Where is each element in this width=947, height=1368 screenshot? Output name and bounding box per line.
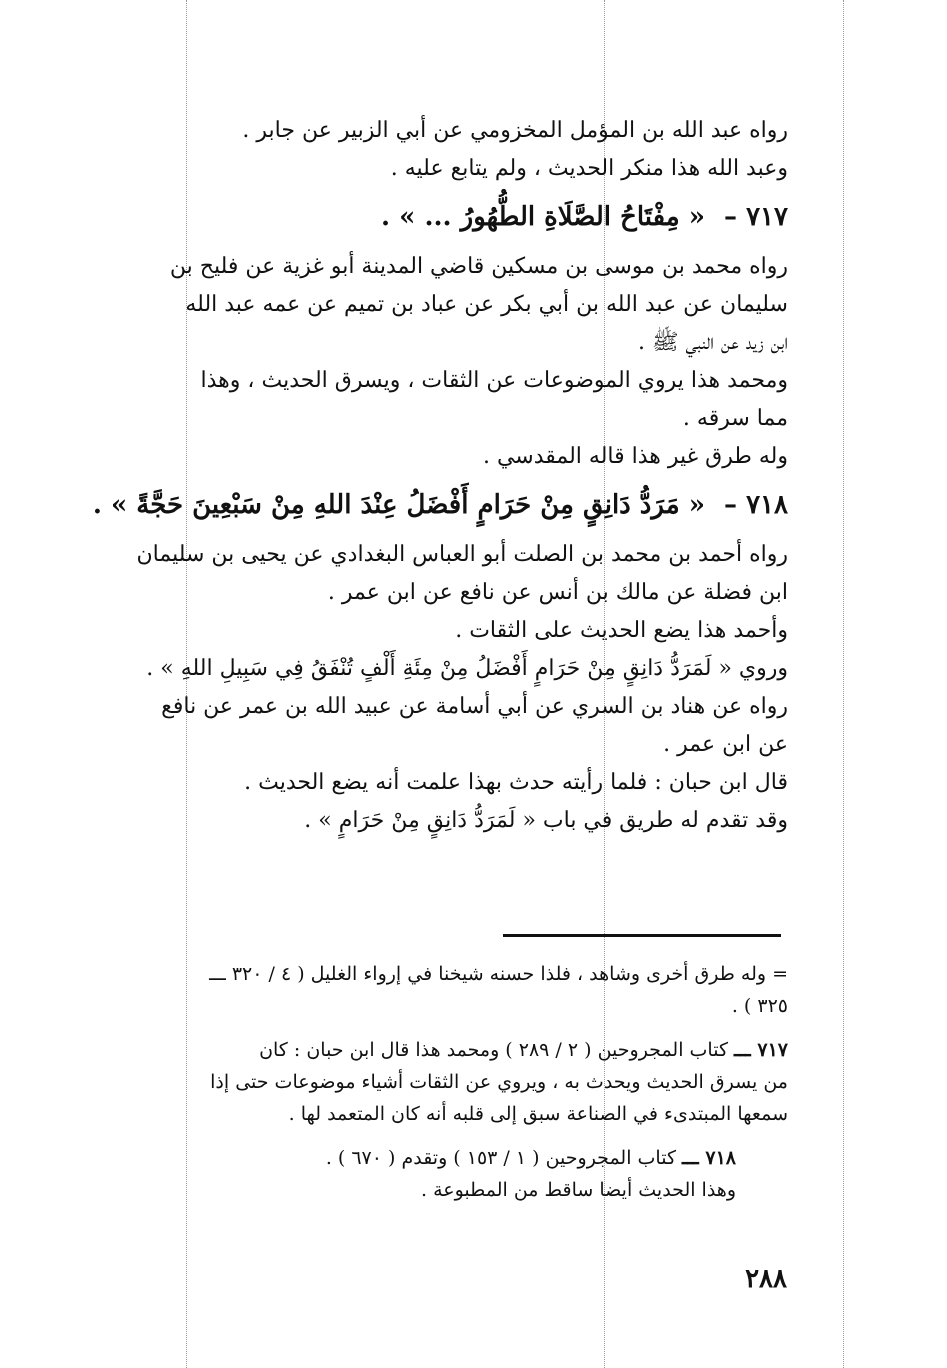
- text-line: عن ابن عمر .: [663, 732, 788, 757]
- hadith-title: « مَرَدُّ دَانِقٍ مِنْ حَرَامٍ أَفْضَلُ عِنْدَ اللهِ مِنْ سَبْعِينَ حَجَّةً » .: [92, 490, 705, 520]
- text-line: رواه عبد الله بن المؤمل المخزومي عن أبي الزبير عن جابر .: [242, 118, 788, 143]
- footnotes: [108, 958, 788, 1218]
- footnote-line: = وله طرق أخرى وشاهد ، فلذا حسنه شيخنا في إرواء الغليل ( ٤ / ٣٢٠ ـــ: [209, 963, 788, 985]
- footnote-continuation: [108, 958, 788, 1022]
- text-line: وأحمد هذا يضع الحديث على الثقات .: [455, 618, 788, 643]
- scan-fold-line: [843, 0, 844, 1368]
- footnote-line: سمعها المبتدىء في الصناعة سبق إلى قلبه أنه كان المتعمد لها .: [288, 1103, 788, 1125]
- page-number: ٢٨٨: [745, 1264, 787, 1294]
- footnote-number: ٧١٨ ـــ: [682, 1147, 736, 1169]
- text-line: سليمان عن عبد الله بن أبي بكر عن عباد بن تميم عن عمه عبد الله: [185, 292, 788, 317]
- footnote-line: من يسرق الحديث ويحدث به ، ويروي عن الثقات أشياء موضوعات حتى إذا: [210, 1071, 788, 1093]
- text-line: وله طرق غير هذا قاله المقدسي .: [482, 444, 788, 469]
- footnote-number: ٧١٧ ـــ: [734, 1039, 788, 1061]
- intro-paragraph: [108, 112, 788, 188]
- text-line: رواه عن هناد بن السري عن أبي أسامة عن عبيد الله بن عمر عن نافع: [161, 694, 788, 719]
- footnote-separator: [503, 934, 781, 937]
- footnote-line: ٣٢٥ ) .: [731, 995, 788, 1017]
- entry-718-heading: [92, 482, 788, 528]
- text-line: رواه أحمد بن محمد بن الصلت أبو العباس البغدادي عن يحيى بن سليمان: [136, 542, 788, 567]
- entry-number: ٧١٨ –: [724, 490, 788, 520]
- footnote-718: [108, 1142, 788, 1206]
- entry-717-body: [108, 248, 788, 476]
- footnote-line: وهذا الحديث أيضا ساقط من المطبوعة .: [421, 1179, 736, 1201]
- entry-718-body: [108, 536, 788, 840]
- text-line: ابن زيد عن النبي ﷺ .: [637, 330, 788, 355]
- hadith-title: « مِفْتَاحُ الصَّلَاةِ الطُّهُورُ ... » .: [381, 202, 705, 232]
- footnote-text: كتاب المجروحين ( ١ / ١٥٣ ) وتقدم ( ٦٧٠ ) .: [325, 1147, 676, 1169]
- footnote-line: [108, 1142, 788, 1174]
- text-line: وعبد الله هذا منكر الحديث ، ولم يتابع عليه .: [390, 156, 788, 181]
- text-line: وروي « لَمَرَدُّ دَانِقٍ مِنْ حَرَامٍ أَفْضَلُ مِنْ مِئَةِ أَلْفٍ تُنْفَقُ فِي سَبِيلِ اللهِ » .: [146, 656, 788, 681]
- entry-number: ٧١٧ –: [724, 202, 788, 232]
- text-line: قال ابن حبان : فلما رأيته حدث بهذا علمت أنه يضع الحديث .: [244, 770, 788, 795]
- text-line: ومحمد هذا يروي الموضوعات عن الثقات ، ويسرق الحديث ، وهذا: [200, 368, 788, 393]
- footnote-717: [108, 1034, 788, 1130]
- footnote-line: [108, 1034, 788, 1066]
- text-line: رواه محمد بن موسى بن مسكين قاضي المدينة أبو غزية عن فليح بن: [169, 254, 788, 279]
- text-line: وقد تقدم له طريق في باب « لَمَرَدُّ دَانِقٍ مِنْ حَرَامٍ » .: [304, 808, 788, 833]
- text-line: مما سرقه .: [682, 406, 788, 431]
- page-body: [92, 112, 788, 840]
- footnote-text: كتاب المجروحين ( ٢ / ٢٨٩ ) ومحمد هذا قال ابن حبان : كان: [259, 1039, 728, 1061]
- entry-717-heading: [108, 194, 788, 240]
- text-line: ابن فضلة عن مالك بن أنس عن نافع عن ابن عمر .: [327, 580, 788, 605]
